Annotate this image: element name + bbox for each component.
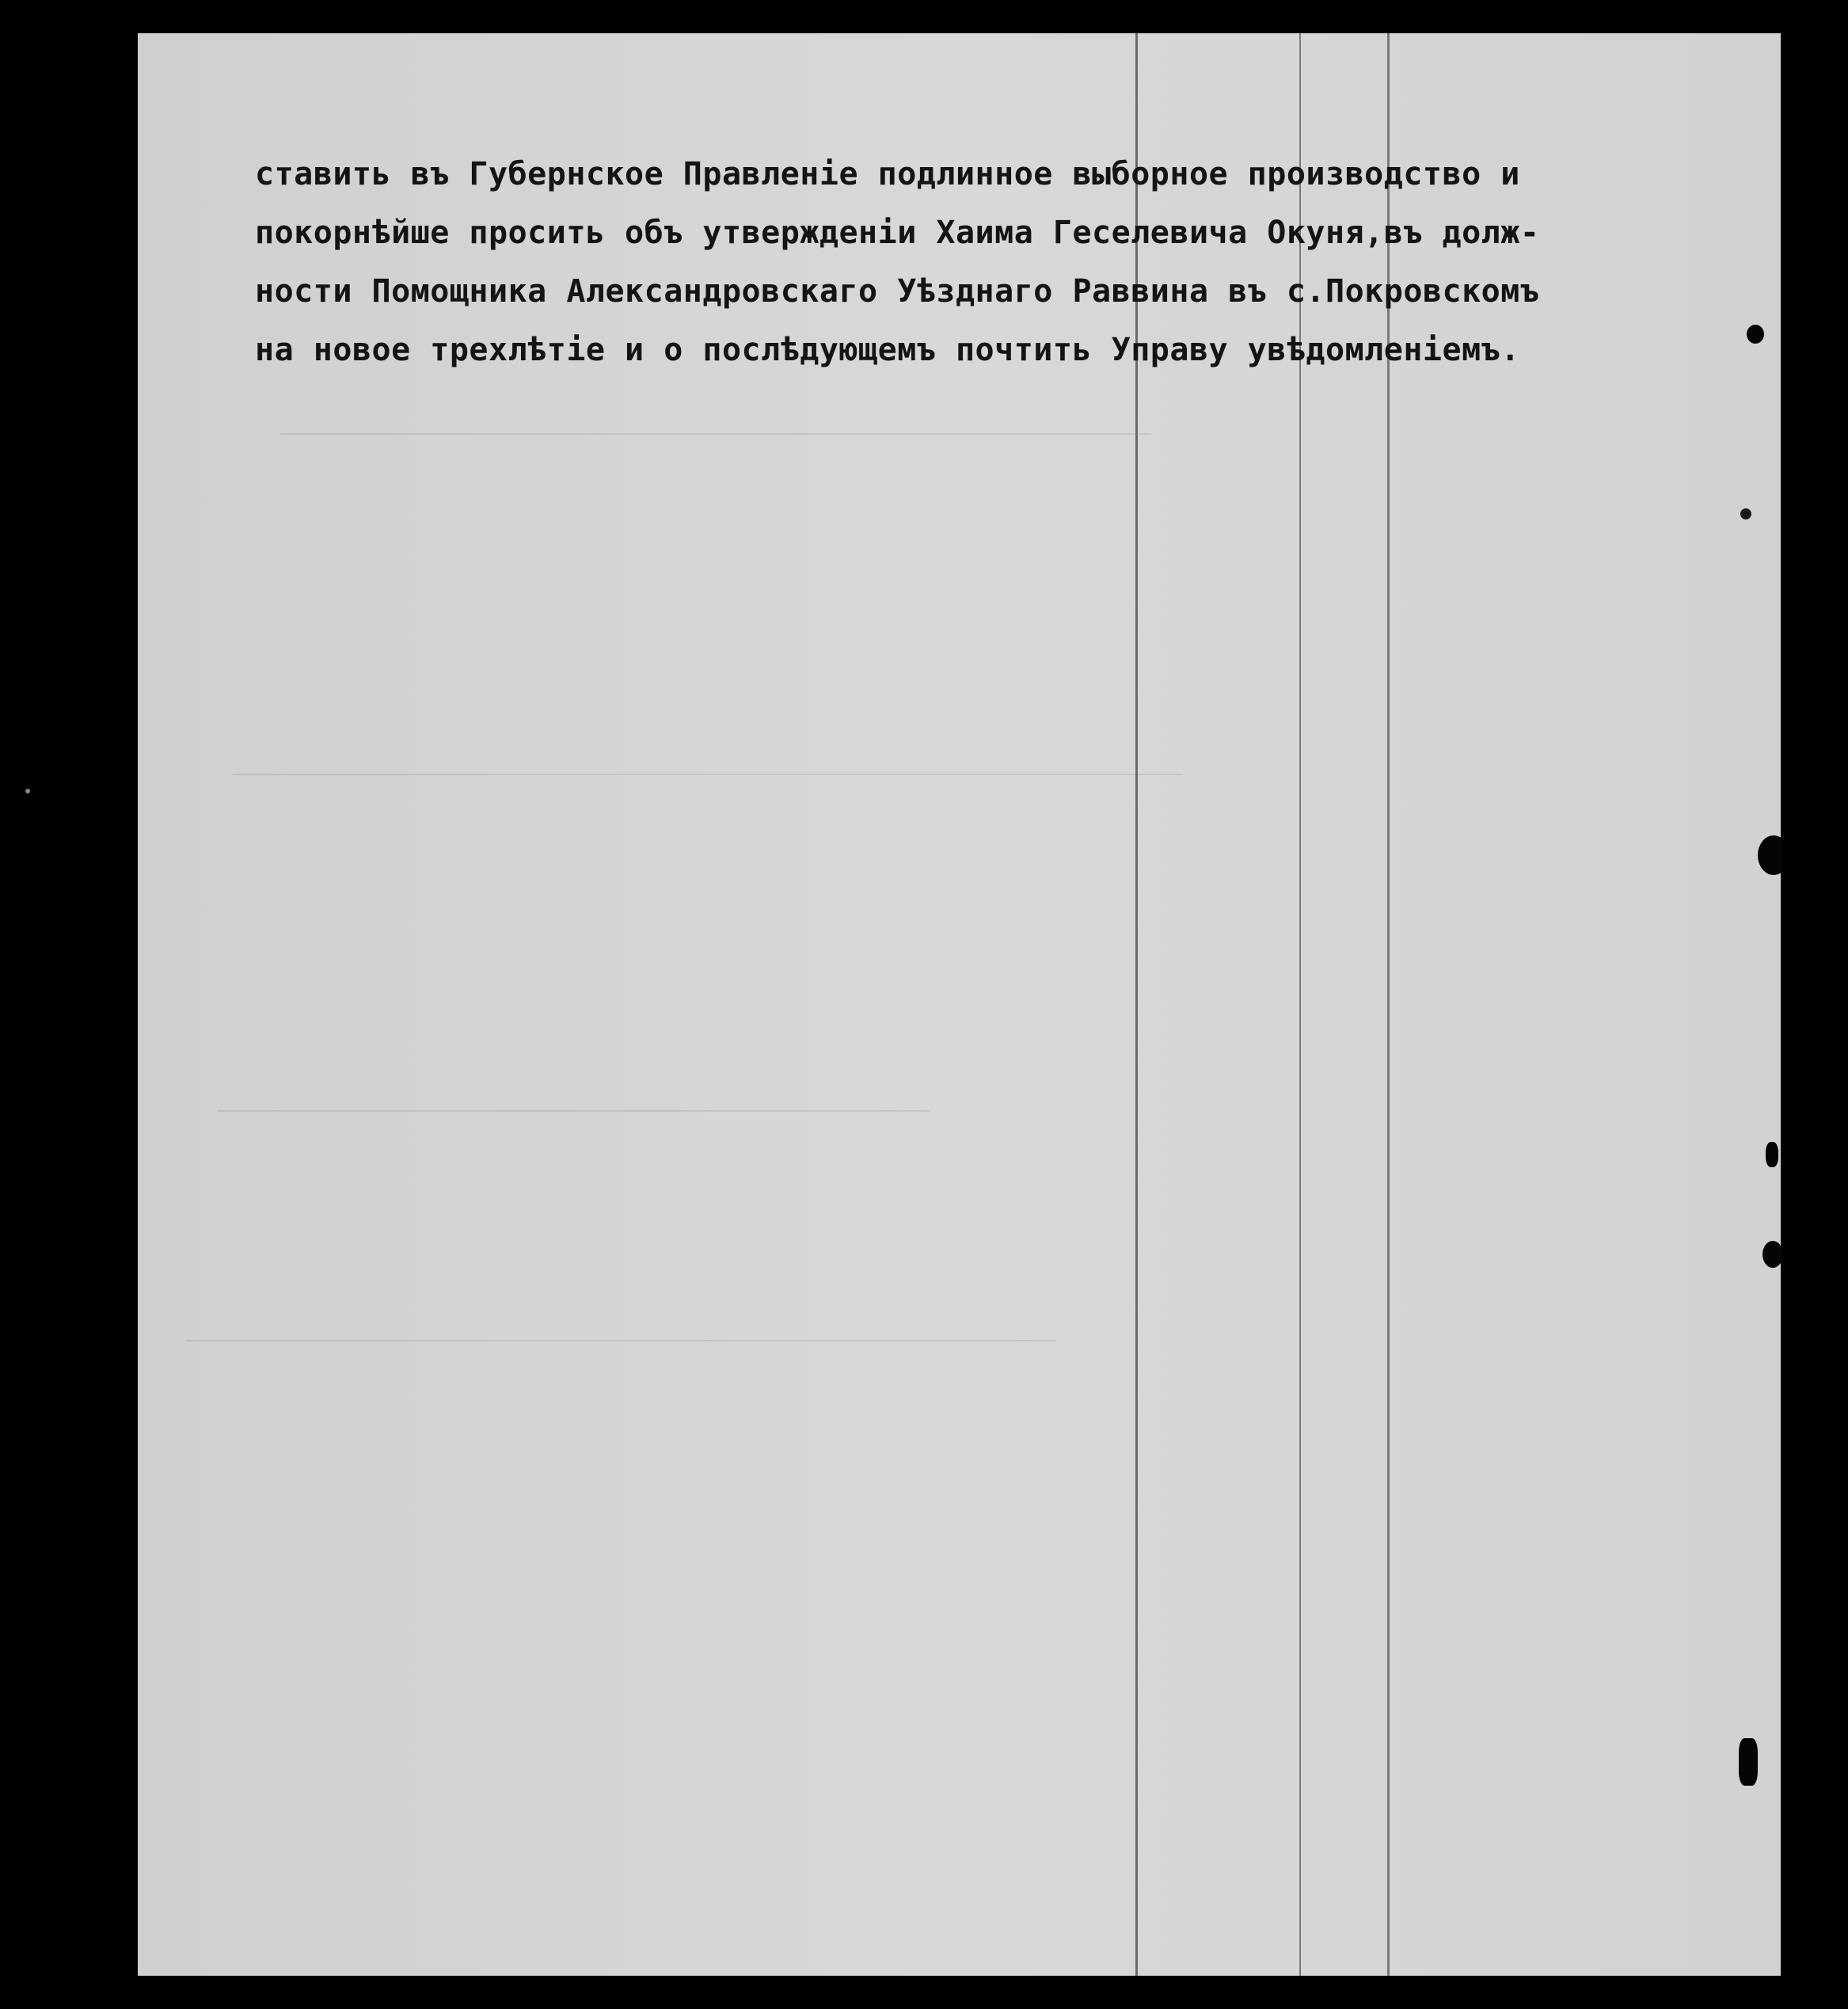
ink-blot: [1739, 1738, 1758, 1786]
binding-hole: [1762, 1241, 1781, 1268]
bleed-through-mark: [217, 1110, 930, 1112]
bleed-through-mark: [280, 433, 1151, 435]
binding-hole: [1758, 835, 1781, 875]
text-line-3: ности Помощника Александровскаго Уѣзднаго Раввина въ с.Покровскомъ: [255, 273, 1540, 310]
bleed-through-mark: [233, 774, 1183, 775]
ink-blot: [1747, 325, 1764, 344]
text-line-4: на новое трехлѣтіе и о послѣдующемъ почтить Управу увѣдомленіемъ.: [255, 332, 1520, 368]
scan-speck: [25, 789, 30, 793]
text-line-1: ставить въ Губернское Правленіе подлинное выборное производство и: [255, 156, 1520, 192]
text-line-2: покорнѣйше просить объ утвержденіи Хаима Геселевича Окуня,въ долж-: [255, 215, 1540, 251]
binding-hole: [1766, 1142, 1778, 1167]
bleed-through-mark: [185, 1340, 1056, 1341]
typed-text-block: [255, 145, 1617, 379]
ink-speck: [1740, 508, 1751, 519]
